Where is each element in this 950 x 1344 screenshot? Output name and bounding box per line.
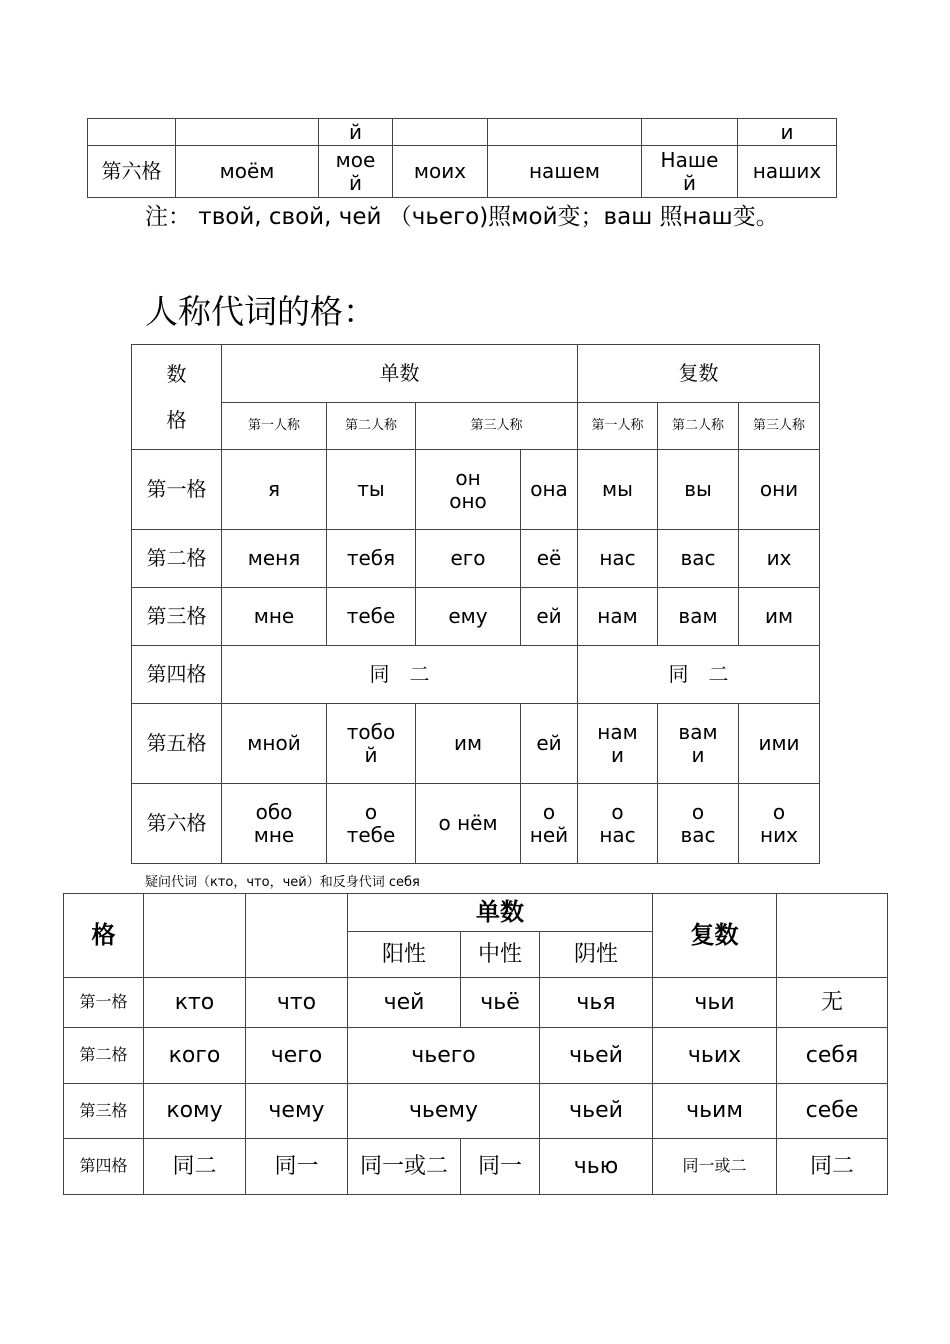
table-cell: 同 二 bbox=[578, 646, 820, 704]
table-cell: чьего bbox=[348, 1028, 540, 1084]
interrogative-pronoun-table bbox=[63, 893, 888, 1195]
table-cell bbox=[144, 894, 246, 978]
table-cell: чего bbox=[246, 1028, 348, 1084]
table-cell: им bbox=[416, 704, 521, 784]
table-cell: чей bbox=[348, 978, 461, 1028]
table-cell: вам bbox=[658, 588, 739, 646]
table-cell: мне bbox=[222, 588, 327, 646]
gender-header: 阴性 bbox=[540, 932, 653, 978]
table-cell: нас bbox=[578, 530, 658, 588]
table-cell: вам и bbox=[658, 704, 739, 784]
gender-header: 阳性 bbox=[348, 932, 461, 978]
table-cell bbox=[393, 119, 488, 146]
table-cell: обо мне bbox=[222, 784, 327, 864]
table-cell: они bbox=[739, 450, 820, 530]
case-label: 第六格 bbox=[132, 784, 222, 864]
table-cell: моих bbox=[393, 146, 488, 198]
table-row bbox=[132, 646, 820, 704]
plural-header: 复数 bbox=[578, 345, 820, 403]
table-cell: его bbox=[416, 530, 521, 588]
table-cell: мое й bbox=[319, 146, 393, 198]
case-header: 格 bbox=[64, 894, 144, 978]
table-cell: нашем bbox=[488, 146, 642, 198]
table-cell: моём bbox=[176, 146, 319, 198]
table-row bbox=[88, 146, 837, 198]
table-cell: чьему bbox=[348, 1084, 540, 1139]
table-cell: ей bbox=[521, 588, 578, 646]
table-cell: 同二 bbox=[777, 1139, 888, 1195]
case-label: 第五格 bbox=[132, 704, 222, 784]
table-cell: 同 二 bbox=[222, 646, 578, 704]
table-cell: о них bbox=[739, 784, 820, 864]
table-cell: и bbox=[738, 119, 837, 146]
table-cell: она bbox=[521, 450, 578, 530]
table-cell: о нас bbox=[578, 784, 658, 864]
table-cell: меня bbox=[222, 530, 327, 588]
table-cell: о вас bbox=[658, 784, 739, 864]
table-cell: чьей bbox=[540, 1028, 653, 1084]
person-header: 第一人称 bbox=[222, 403, 327, 450]
case-label: 第二格 bbox=[132, 530, 222, 588]
table-row bbox=[132, 784, 820, 864]
table-cell: вас bbox=[658, 530, 739, 588]
table-cell: себе bbox=[777, 1084, 888, 1139]
table-cell: мной bbox=[222, 704, 327, 784]
table-cell: чьим bbox=[653, 1084, 777, 1139]
table-cell: й bbox=[319, 119, 393, 146]
possessive-table-fragment bbox=[87, 118, 837, 198]
case-label: 第一格 bbox=[132, 450, 222, 530]
table-caption: 疑问代词（кто，что，чей）和反身代词 себя bbox=[145, 875, 420, 890]
personal-pronoun-table bbox=[131, 344, 820, 864]
table-row bbox=[64, 978, 888, 1028]
person-header: 第一人称 bbox=[578, 403, 658, 450]
table-cell: тебя bbox=[327, 530, 416, 588]
table-row bbox=[132, 704, 820, 784]
table-cell bbox=[642, 119, 738, 146]
table-cell: мы bbox=[578, 450, 658, 530]
table-cell: вы bbox=[658, 450, 739, 530]
table-cell: я bbox=[222, 450, 327, 530]
table-cell: 同二 bbox=[144, 1139, 246, 1195]
table-cell: 同一 bbox=[246, 1139, 348, 1195]
table-cell: её bbox=[521, 530, 578, 588]
table-cell: наших bbox=[738, 146, 837, 198]
case-label: 第六格 bbox=[88, 146, 176, 198]
table-row bbox=[64, 894, 888, 932]
table-cell: их bbox=[739, 530, 820, 588]
table-cell: чьё bbox=[461, 978, 540, 1028]
singular-header: 单数 bbox=[348, 894, 653, 932]
table-cell: 同一或二 bbox=[348, 1139, 461, 1195]
case-label: 第三格 bbox=[64, 1084, 144, 1139]
person-header: 第三人称 bbox=[416, 403, 578, 450]
table-cell: он оно bbox=[416, 450, 521, 530]
section-heading: 人称代词的格： bbox=[145, 292, 376, 331]
table-row bbox=[132, 345, 820, 403]
table-cell: ими bbox=[739, 704, 820, 784]
table-cell: о тебе bbox=[327, 784, 416, 864]
table-cell: чему bbox=[246, 1084, 348, 1139]
table-cell bbox=[488, 119, 642, 146]
table-cell: о ней bbox=[521, 784, 578, 864]
table-cell: 无 bbox=[777, 978, 888, 1028]
table-cell: чьих bbox=[653, 1028, 777, 1084]
table-row bbox=[64, 1084, 888, 1139]
table-cell: Наше й bbox=[642, 146, 738, 198]
table-cell: что bbox=[246, 978, 348, 1028]
corner-header: 数 格 bbox=[132, 345, 222, 450]
table-row bbox=[132, 403, 820, 450]
case-label: 第四格 bbox=[132, 646, 222, 704]
table-row bbox=[132, 588, 820, 646]
case-label: 第二格 bbox=[64, 1028, 144, 1084]
table-cell: тобо й bbox=[327, 704, 416, 784]
case-label: 第四格 bbox=[64, 1139, 144, 1195]
table-cell: кого bbox=[144, 1028, 246, 1084]
table-cell: кому bbox=[144, 1084, 246, 1139]
case-label: 第三格 bbox=[132, 588, 222, 646]
note-text: 注： твой, свой, чей （чьего)照мой变；ваш 照наш变。 bbox=[145, 204, 779, 230]
case-label: 第一格 bbox=[64, 978, 144, 1028]
table-cell: о нём bbox=[416, 784, 521, 864]
person-header: 第三人称 bbox=[739, 403, 820, 450]
table-cell: чьи bbox=[653, 978, 777, 1028]
table-cell: 同一 bbox=[461, 1139, 540, 1195]
table-cell: чью bbox=[540, 1139, 653, 1195]
table-cell: им bbox=[739, 588, 820, 646]
table-cell: чьей bbox=[540, 1084, 653, 1139]
table-cell: нам и bbox=[578, 704, 658, 784]
table-cell: ты bbox=[327, 450, 416, 530]
plural-header: 复数 bbox=[653, 894, 777, 978]
table-cell bbox=[88, 119, 176, 146]
table-row bbox=[132, 530, 820, 588]
table-row bbox=[64, 1028, 888, 1084]
table-cell: кто bbox=[144, 978, 246, 1028]
table-row bbox=[64, 1139, 888, 1195]
table-cell: ей bbox=[521, 704, 578, 784]
table-cell: ему bbox=[416, 588, 521, 646]
table-cell bbox=[246, 894, 348, 978]
table-cell: нам bbox=[578, 588, 658, 646]
table-cell: чья bbox=[540, 978, 653, 1028]
table-cell bbox=[176, 119, 319, 146]
table-cell: 同一或二 bbox=[653, 1139, 777, 1195]
singular-header: 单数 bbox=[222, 345, 578, 403]
table-cell: себя bbox=[777, 1028, 888, 1084]
person-header: 第二人称 bbox=[658, 403, 739, 450]
person-header: 第二人称 bbox=[327, 403, 416, 450]
table-cell bbox=[777, 894, 888, 978]
gender-header: 中性 bbox=[461, 932, 540, 978]
table-cell: тебе bbox=[327, 588, 416, 646]
table-row bbox=[132, 450, 820, 530]
table-row bbox=[88, 119, 837, 146]
